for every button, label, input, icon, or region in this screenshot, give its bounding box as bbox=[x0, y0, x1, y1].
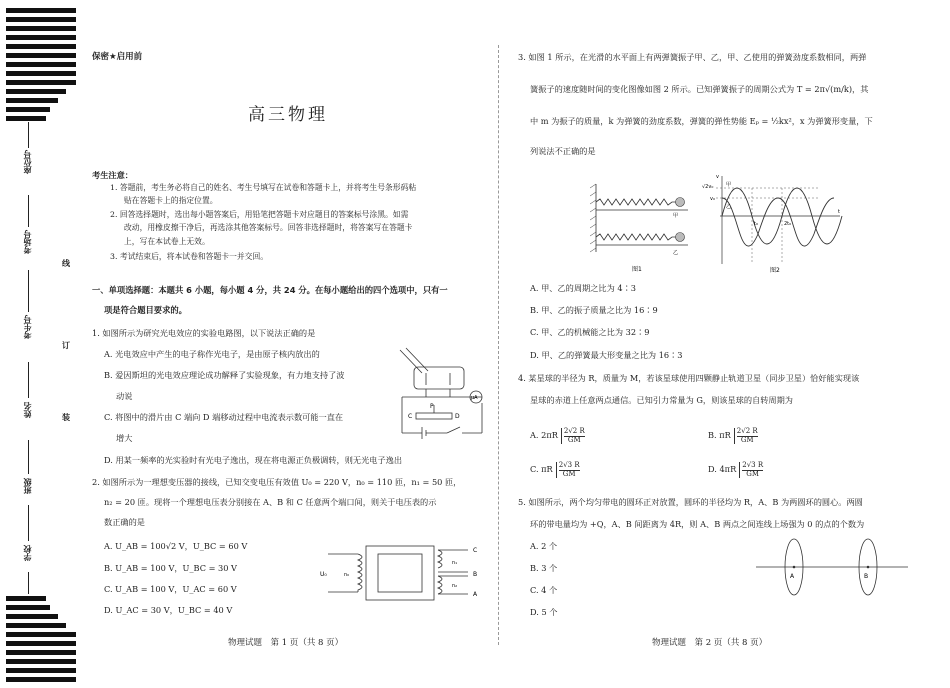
q4-option-b: B. πR $\frac{2√2 R}{GM}$ bbox=[708, 427, 758, 444]
q5-option-a: A. 2 个 bbox=[530, 541, 558, 551]
ring-center-b-label: B bbox=[864, 573, 869, 580]
axis-v-label: v bbox=[716, 174, 719, 180]
photoelectric-circuit-figure bbox=[392, 345, 492, 440]
q3-option-d: D. 甲、乙的弹簧最大形变量之比为 16∶3 bbox=[530, 350, 683, 360]
oscillator-yi-label: 乙 bbox=[673, 250, 679, 256]
oscillator-jia-label: 甲 bbox=[673, 213, 679, 219]
q1-option-a: A. 光电效应中产生的电子称作光电子，是由原子核内放出的 bbox=[104, 349, 320, 359]
page-title: 高三物理 bbox=[248, 105, 328, 125]
axis-v0-label: v₀ bbox=[710, 196, 715, 202]
page-footer-right: 物理试题 第 2 页（共 8 页） bbox=[652, 638, 768, 648]
notice-item: 贴在答题卡上的指定位置。 bbox=[124, 196, 218, 205]
exam-room-label: 考场号 bbox=[23, 230, 32, 254]
ring-center-a-label: A bbox=[790, 573, 795, 580]
axis-sqrt2-v0-label: √2v₀ bbox=[702, 184, 714, 190]
q4-stem-cont: 星球的赤道上任意两点通信。已知引力常量为 G，则该星球的自转周期为 bbox=[530, 395, 793, 405]
tick-2t0-label: 2t₀ bbox=[784, 221, 792, 227]
notice-item: 2. 回答选择题时，选出每小题答案后，用铅笔把答题卡对应题目的答案标号涂黑。如需 bbox=[110, 210, 409, 219]
q3-stem-cont: 簧振子的速度随时间的变化图像如图 2 所示。已知弹簧振子的周期公式为 T = 2π√(m/k)，其 bbox=[530, 84, 869, 94]
q5-stem: 5. 如图所示，两个均匀带电的圆环正对放置，圆环的半径均为 R，A、B 为两圆环的圆心。两圆 bbox=[518, 497, 863, 507]
q2-option-c: C. U_AB = 100 V，U_AC = 60 V bbox=[104, 584, 237, 594]
q1-option-c-cont: 增大 bbox=[116, 433, 133, 443]
notice-item: 改动，用橡皮擦干净后，再选涂其他答案标号。回答非选择题时，将答案写在答题卡 bbox=[124, 223, 413, 232]
q3-stem: 3. 如图 1 所示，在光滑的水平面上有两弹簧振子甲、乙，甲、乙使用的弹簧劲度系数相同，两弹 bbox=[518, 52, 867, 62]
q4-stem: 4. 某星球的半径为 R，质量为 M，若该星球使用四颗静止轨道卫星（同步卫星）恰好能实现该 bbox=[518, 373, 860, 383]
q2-option-a: A. U_AB = 100√2 V，U_BC = 60 V bbox=[104, 541, 248, 551]
axis-t-label: t bbox=[838, 209, 840, 215]
section-heading-cont: 项是符合题目要求的。 bbox=[104, 305, 187, 315]
notice-item: 1. 答题前，考生务必将自己的姓名、考生号填写在试卷和答题卡上，并将考生号条形码粘 bbox=[110, 183, 417, 192]
q2-option-d: D. U_AC = 30 V，U_BC = 40 V bbox=[104, 605, 233, 615]
terminal-c-label: C bbox=[473, 547, 478, 554]
u0-label: U₀ bbox=[320, 571, 327, 578]
examinee-number-label: 考生号 bbox=[23, 315, 32, 339]
school-label: 学校 bbox=[23, 545, 32, 561]
q2-stem-cont: 数正确的是 bbox=[104, 517, 145, 527]
spring-oscillators-figure bbox=[588, 180, 698, 276]
q1-option-c: C. 将图中的滑片由 C 端向 D 端移动过程中电流表示数可能一直在 bbox=[104, 412, 344, 422]
q5-option-c: C. 4 个 bbox=[530, 585, 558, 595]
q4-option-a: A. 2πR $\frac{2√2 R}{GM}$ bbox=[530, 427, 585, 444]
class-label: 班级 bbox=[23, 478, 32, 494]
confidential-mark: 保密★启用前 bbox=[92, 52, 143, 62]
q2-option-b: B. U_AB = 100 V，U_BC = 30 V bbox=[104, 563, 237, 573]
tick-t0-label: t₀ bbox=[754, 221, 758, 227]
ammeter-label: μA bbox=[471, 395, 478, 401]
q3-option-b: B. 甲、乙的振子质量之比为 16∶9 bbox=[530, 305, 658, 315]
notice-item: 3. 考试结束后，将本试卷和答题卡一并交回。 bbox=[110, 252, 269, 261]
q1-option-b-cont: 动说 bbox=[116, 391, 133, 401]
seat-number-label: 座位号 bbox=[23, 150, 32, 174]
notice-item: 上，写在本试卷上无效。 bbox=[124, 237, 210, 246]
q1-stem: 1. 如图所示为研究光电效应的实验电路图，以下说法正确的是 bbox=[92, 328, 316, 338]
q5-option-b: B. 3 个 bbox=[530, 563, 558, 573]
q3-option-a: A. 甲、乙的周期之比为 4∶3 bbox=[530, 283, 637, 293]
end-c-label: C bbox=[408, 413, 413, 420]
curve-yi-label: 乙 bbox=[726, 204, 732, 210]
notice-heading: 考生注意： bbox=[92, 170, 133, 180]
q3-stem-cont: 列说法不正确的是 bbox=[530, 146, 596, 156]
q4-option-c: C. πR $\frac{2√3 R}{GM}$ bbox=[530, 461, 580, 478]
velocity-time-graph bbox=[700, 168, 845, 276]
n2-label: n₂ bbox=[452, 583, 458, 589]
terminal-a-label: A bbox=[473, 591, 478, 598]
name-label: 姓名 bbox=[23, 402, 32, 418]
page-footer-left: 物理试题 第 1 页（共 8 页） bbox=[228, 638, 344, 648]
bind-mark-staple: 订 bbox=[62, 341, 70, 350]
n1-label: n₁ bbox=[452, 560, 458, 566]
page-divider bbox=[498, 45, 499, 645]
bind-mark-line: 线 bbox=[62, 259, 70, 268]
charged-rings-figure bbox=[752, 535, 912, 615]
q4-option-d: D. 4πR $\frac{2√3 R}{GM}$ bbox=[708, 461, 764, 478]
figure1-label: 图1 bbox=[632, 266, 642, 273]
q2-stem: 2. 如图所示为一理想变压器的接线，已知交变电压有效值 U₀ = 220 V，n₀ = 110 匝，n₁ = 50 匝， bbox=[92, 477, 462, 487]
section-heading: 一、单项选择题：本题共 6 小题，每小题 4 分，共 24 分。在每小题给出的四个选项中，只有一 bbox=[92, 285, 448, 295]
terminal-b-label: B bbox=[473, 571, 478, 578]
q1-option-d: D. 用某一频率的光实验时有光电子逸出，现在将电源正负极调转，则无光电子逸出 bbox=[104, 455, 403, 465]
transformer-figure bbox=[318, 540, 486, 606]
n0-label: n₀ bbox=[344, 572, 350, 578]
end-d-label: D bbox=[455, 413, 460, 420]
q5-option-d: D. 5 个 bbox=[530, 607, 558, 617]
q3-stem-cont: 中 m 为振子的质量，k 为弹簧的劲度系数，弹簧的弹性势能 Eₚ = ½kx²，x 为弹簧形变量，下 bbox=[530, 116, 873, 126]
curve-jia-label: 甲 bbox=[726, 182, 732, 188]
slider-p-label: P bbox=[430, 403, 434, 410]
bind-mark-bind: 装 bbox=[62, 413, 70, 422]
q2-stem-cont: n₂ = 20 匝。现将一个理想电压表分别接在 A、B 和 C 任意两个端口间，则关于电压表的示 bbox=[104, 497, 437, 507]
figure2-label: 图2 bbox=[770, 267, 780, 274]
q1-option-b: B. 爱因斯坦的光电效应理论成功解释了实验现象，有力地支持了波 bbox=[104, 370, 345, 380]
q5-stem-cont: 环的带电量均为 +Q，A、B 间距离为 4R，则 A、B 两点之间连线上场强为 0 的点的个数为 bbox=[530, 519, 865, 529]
q3-option-c: C. 甲、乙的机械能之比为 32∶9 bbox=[530, 327, 650, 337]
